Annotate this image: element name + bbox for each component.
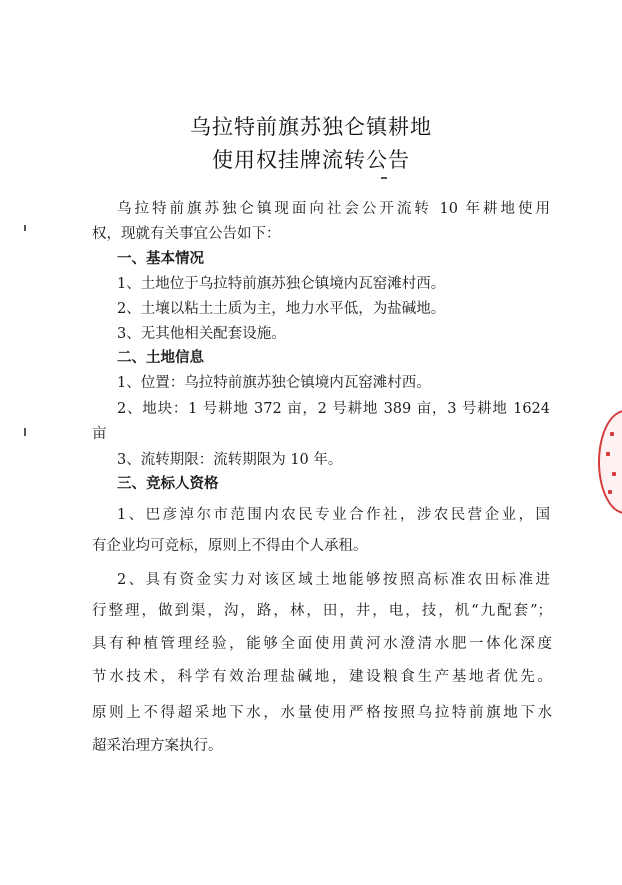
paragraph-line: 有企业均可竞标，原则上不得由个人承租。: [92, 538, 368, 554]
scan-speck: [24, 225, 26, 231]
paragraph-line: 具有种植管理经验，能够全面使用黄河水澄清水肥一体化深度: [92, 636, 552, 652]
paragraph-line: 超采治理方案执行。: [92, 738, 223, 754]
document-title-line1: 乌拉特前旗苏独仑镇耕地: [190, 115, 432, 139]
list-item: 2、地块：1 号耕地 372 亩，2 号耕地 389 亩，3 号耕地 1624: [117, 401, 550, 417]
section-heading-land-info: 二、土地信息: [117, 349, 204, 366]
official-seal-stamp: [598, 410, 622, 514]
section-heading-bidder-qualification: 三、竞标人资格: [117, 475, 219, 492]
paragraph-line: 原则上不得超采地下水，水量使用严格按照乌拉特前旗地下水: [92, 705, 552, 721]
paragraph-line: 行整理，做到渠，沟，路，林，田，井，电，技，机“九配套”；: [92, 603, 552, 619]
list-item: 1、土地位于乌拉特前旗苏独仑镇境内瓦窑滩村西。: [117, 276, 446, 292]
scan-speck: [381, 177, 387, 179]
list-item-continuation: 亩: [92, 426, 107, 442]
paragraph-line: 1、巴彦淖尔市范围内农民专业合作社，涉农民营企业，国: [117, 507, 550, 523]
section-heading-basic-info: 一、基本情况: [117, 250, 204, 267]
intro-paragraph-line: 乌拉特前旗苏独仑镇现面向社会公开流转 10 年耕地使用: [117, 201, 550, 217]
list-item: 2、土壤以粘土土质为主，地力水平低，为盐碱地。: [117, 301, 446, 317]
list-item: 1、位置：乌拉特前旗苏独仑镇境内瓦窑滩村西。: [117, 375, 431, 391]
list-item: 3、流转期限：流转期限为 10 年。: [117, 452, 343, 468]
paragraph-line: 2、具有资金实力对该区域土地能够按照高标准农田标准进: [117, 572, 550, 588]
intro-paragraph-line: 权，现就有关事宜公告如下：: [92, 226, 281, 242]
scan-speck: [24, 428, 26, 436]
list-item: 3、无其他相关配套设施。: [117, 326, 286, 342]
document-title-line2: 使用权挂牌流转公告: [212, 148, 410, 172]
paragraph-line: 节水技术，科学有效治理盐碱地，建设粮食生产基地者优先。: [92, 669, 552, 685]
